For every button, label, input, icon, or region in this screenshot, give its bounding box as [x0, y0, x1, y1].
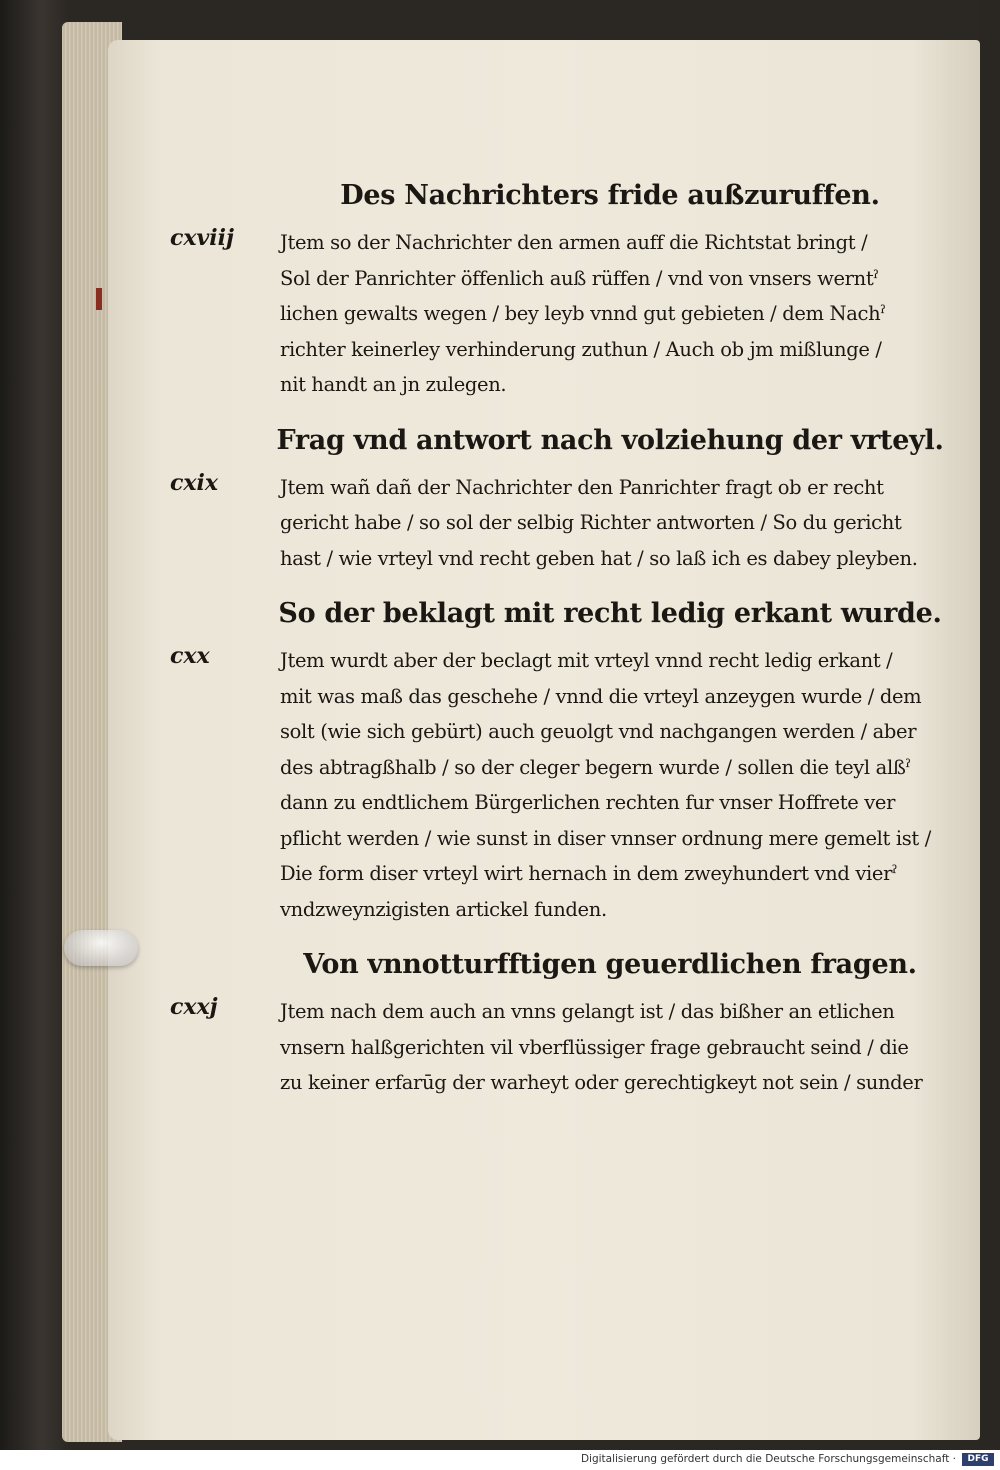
text-line: zu keiner erfarūg der warheyt oder gerechtigkeyt not sein / sunder	[280, 1071, 923, 1094]
text-line: mit was maß das geschehe / vnnd die vrteyl anzeygen wurde / dem	[280, 684, 922, 708]
section-heading: Des Nachrichters fride außzuruffen.	[340, 180, 880, 211]
text-line: richter keinerley verhinderung zuthun / Auch ob jm mißlunge /	[280, 337, 882, 361]
text-line: Jtem nach dem auch an vnns gelangt ist / das bißher an etlichen	[280, 1000, 895, 1023]
article-paragraph	[280, 994, 930, 1101]
book-cover-edge	[0, 0, 70, 1450]
article-section	[170, 643, 950, 927]
text-line: Jtem wurdt aber der beclagt mit vrteyl vnnd recht ledig erkant /	[280, 649, 893, 672]
article-paragraph	[280, 225, 930, 403]
dfg-logo: DFG	[962, 1453, 994, 1466]
article-section	[170, 225, 950, 403]
text-line: Jtem so der Nachrichter den armen auff die Richtstat bringt /	[280, 231, 868, 254]
text-line: Die form diser vrteyl wirt hernach in dem zweyhundert vnd vierˀ	[280, 862, 898, 885]
text-line: dann zu endtlichem Bürgerlichen rechten fur vnser Hoffrete ver	[280, 791, 896, 814]
page-text	[170, 180, 950, 1123]
book-right-edge	[980, 0, 1000, 1450]
funding-credit: Digitalisierung gefördert durch die Deutsche Forschungsgemeinschaft ·	[580, 1453, 956, 1465]
article-number: cxix	[170, 469, 218, 496]
article-section	[170, 470, 950, 577]
footer-bar	[0, 1450, 1000, 1470]
article-number: cxviij	[170, 225, 234, 251]
text-line: des abtragßhalb / so der cleger begern wurde / sollen die teyl alßˀ	[280, 755, 911, 779]
article-number: cxxj	[170, 994, 218, 1020]
text-line: gericht habe / so sol der selbig Richter antworten / So du gericht	[280, 511, 902, 534]
section-heading: Von vnnotturfftigen geuerdlichen fragen.	[303, 949, 917, 980]
glass-weight-clip	[64, 930, 138, 966]
text-line: nit handt an jn zulegen.	[280, 373, 507, 396]
article-number: cxx	[170, 643, 210, 669]
bookmark-ribbon	[96, 288, 102, 310]
text-line: Jtem wañ dañ der Nachrichter den Panrichter fragt ob er recht	[280, 475, 884, 499]
text-line: pflicht werden / wie sunst in diser vnnser ordnung mere gemelt ist /	[280, 826, 931, 850]
article-section	[170, 994, 950, 1101]
text-line: vnsern halßgerichten vil vberflüssiger frage gebraucht seind / die	[280, 1035, 909, 1059]
text-line: vndzweynzigisten artickel funden.	[280, 897, 607, 921]
text-line: Sol der Panrichter öffenlich auß rüffen / vnd von vnsers werntˀ	[280, 266, 879, 290]
section-heading: So der beklagt mit recht ledig erkant wurde.	[278, 598, 942, 629]
text-line: hast / wie vrteyl vnd recht geben hat / so laß ich es dabey pleyben.	[280, 546, 918, 570]
text-line: solt (wie sich gebürt) auch geuolgt vnd nachgangen werden / aber	[280, 720, 917, 743]
article-paragraph	[280, 470, 930, 577]
text-line: lichen gewalts wegen / bey leyb vnnd gut gebieten / dem Nachˀ	[280, 302, 886, 325]
section-heading: Frag vnd antwort nach volziehung der vrteyl.	[276, 424, 944, 456]
article-paragraph	[280, 643, 930, 927]
